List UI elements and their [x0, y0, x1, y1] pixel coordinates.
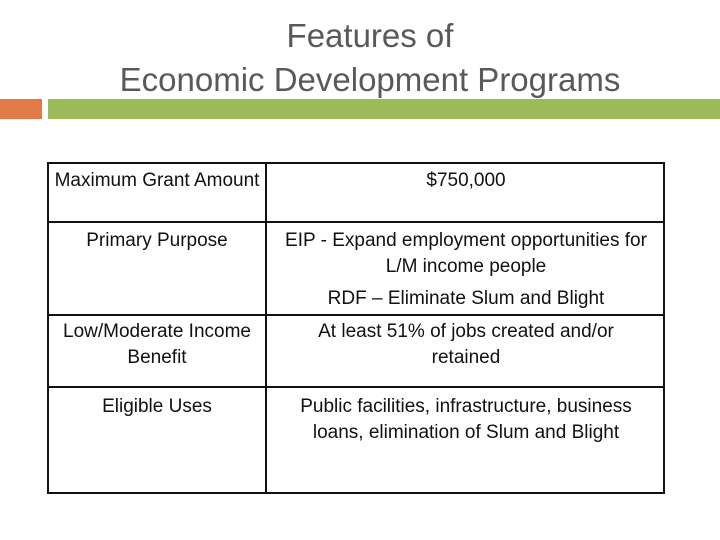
- row-label-max-grant: Maximum Grant Amount: [54, 170, 260, 191]
- purpose-rdf: RDF – Eliminate Slum and Blight: [327, 288, 605, 309]
- title-line-1: Features of: [286, 17, 454, 54]
- row-label-eligible-uses: Eligible Uses: [102, 396, 212, 417]
- row-divider: [49, 386, 663, 388]
- slide-title: [0, 14, 720, 102]
- purpose-eip: EIP - Expand employment opportunities for L/M income people: [285, 230, 647, 277]
- accent-bar-orange: [0, 99, 42, 119]
- row-divider: [49, 221, 663, 223]
- title-line-2: Economic Development Programs: [119, 61, 621, 98]
- row-value-max-grant: $750,000: [426, 170, 506, 191]
- row-divider: [49, 314, 663, 316]
- row-value-lmi-benefit: At least 51% of jobs created and/or retained: [318, 321, 614, 368]
- row-label-lmi-benefit: Low/Moderate Income Benefit: [63, 321, 251, 368]
- row-label-primary-purpose: Primary Purpose: [86, 230, 228, 251]
- row-value-eligible-uses: Public facilities, infrastructure, business loans, elimination of Slum and Blight: [300, 396, 632, 443]
- accent-bar-green: [48, 99, 720, 119]
- row-value-primary-purpose: [267, 228, 665, 312]
- features-table: [47, 162, 665, 494]
